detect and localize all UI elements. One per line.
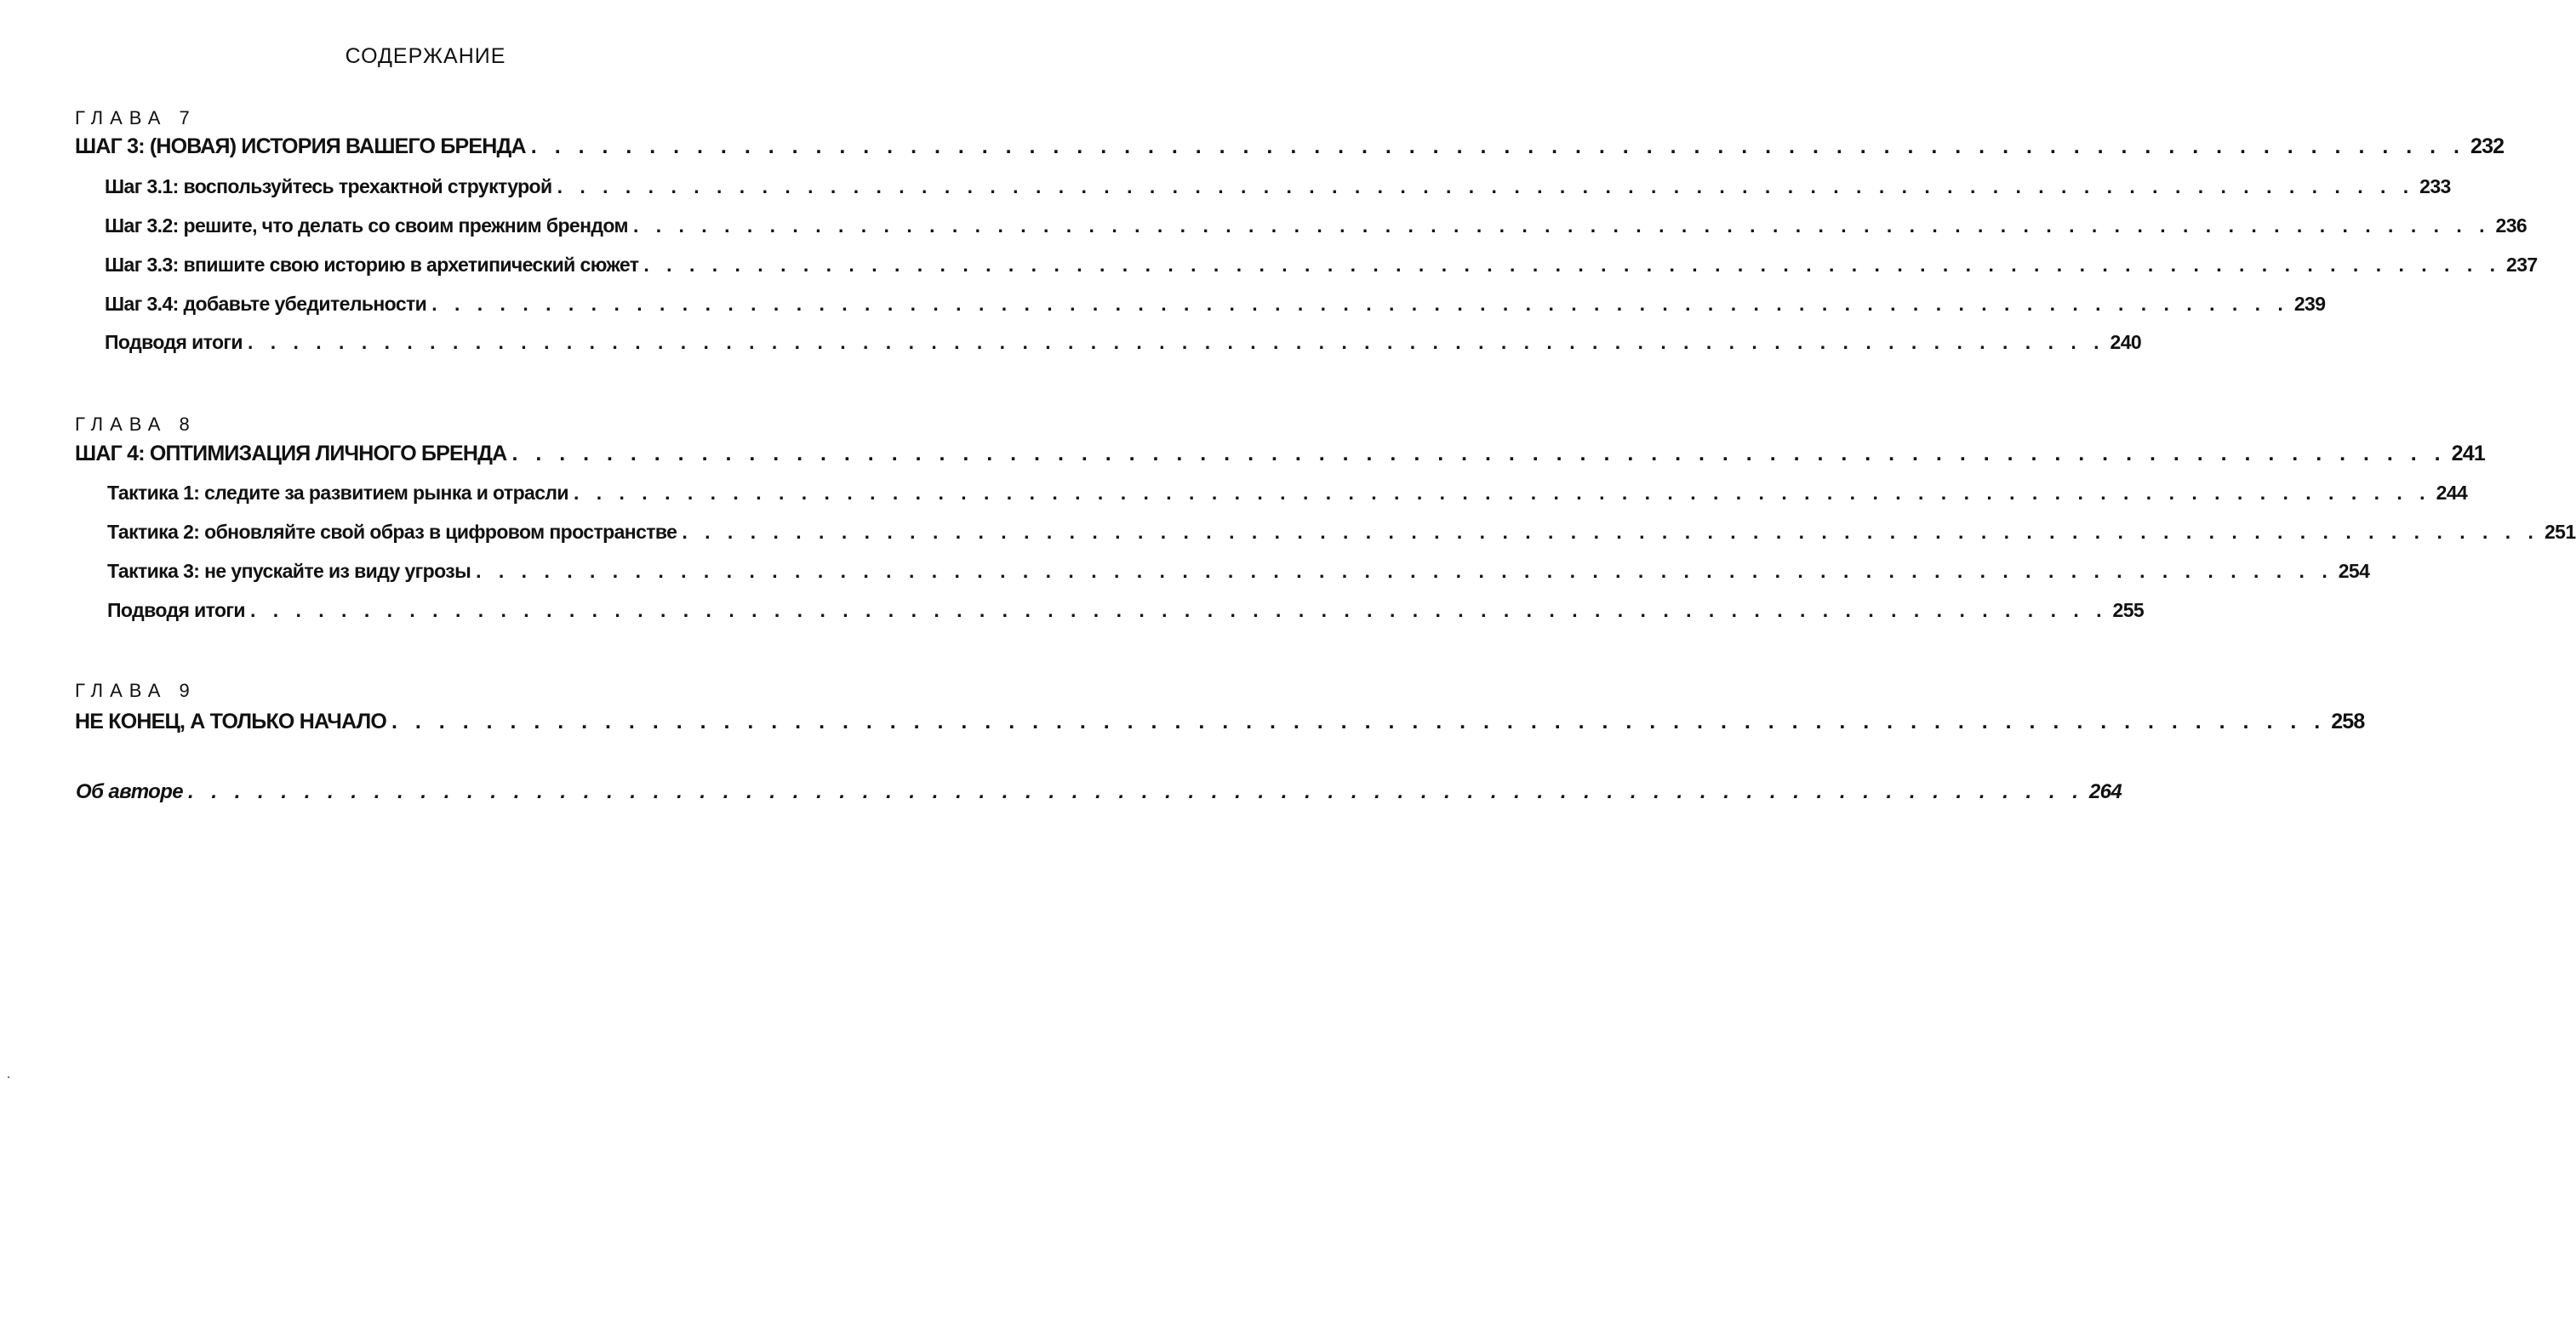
- dot-leader: . . . . . . . . . . . . . . . . . . . . . . . . . . . . . . . . . . . . . . . . . . . . . . . . . . . . . . . . . . . . . . . . . . . . . . . . . . . . . . . . . .: [530, 134, 2465, 158]
- toc-entry[interactable]: [105, 331, 2142, 354]
- entry-title: Шаг 3.3: впишите свою историю в архетипический сюжет: [105, 254, 639, 276]
- scan-speck: [8, 1076, 9, 1078]
- entry-title: Шаг 3.1: воспользуйтесь трехактной структурой: [105, 175, 552, 197]
- dot-leader: . . . . . . . . . . . . . . . . . . . . . . . . . . . . . . . . . . . . . . . . . . . . . . . . . . . . . . . . . . . . . . . . . . . . . . . . . . . . . . . . . .: [188, 780, 2084, 803]
- page-number: 241: [2451, 442, 2485, 465]
- toc-entry[interactable]: [107, 560, 2370, 583]
- toc-entry[interactable]: [105, 214, 2527, 237]
- chapter-title: ШАГ 3: (НОВАЯ) ИСТОРИЯ ВАШЕГО БРЕНДА: [75, 134, 526, 158]
- dot-leader: . . . . . . . . . . . . . . . . . . . . . . . . . . . . . . . . . . . . . . . . . . . . . . . . . . . . . . . . . . . . . . . . . . . . . . . . . . . . . . . . . .: [632, 214, 2491, 237]
- dot-leader: . . . . . . . . . . . . . . . . . . . . . . . . . . . . . . . . . . . . . . . . . . . . . . . . . . . . . . . . . . . . . . . . . . . . . . . . . . . . . . . . . .: [249, 599, 2108, 621]
- entry-title: Подводя итоги: [105, 331, 243, 353]
- toc-entry[interactable]: [107, 599, 2145, 622]
- page-number: 258: [2331, 710, 2365, 733]
- page-number: 251: [2544, 521, 2576, 543]
- chapter-title-row[interactable]: [75, 134, 2505, 159]
- dot-leader: . . . . . . . . . . . . . . . . . . . . . . . . . . . . . . . . . . . . . . . . . . . . . . . . . . . . . . . . . . . . . . . . . . . . . . . . . . . . . . . . . .: [476, 560, 2333, 582]
- page-number: 254: [2338, 560, 2370, 582]
- chapter-label: ГЛАВА 7: [75, 107, 197, 128]
- entry-title: Тактика 1: следите за развитием рынка и отрасли: [107, 482, 568, 504]
- page-number: 239: [2293, 293, 2326, 315]
- dot-leader: . . . . . . . . . . . . . . . . . . . . . . . . . . . . . . . . . . . . . . . . . . . . . . . . . . . . . . . . . . . . . . . . . . . . . . . . . . . . . . . . . .: [247, 331, 2105, 353]
- dot-leader: . . . . . . . . . . . . . . . . . . . . . . . . . . . . . . . . . . . . . . . . . . . . . . . . . . . . . . . . . . . . . . . . . . . . . . . . . . . . . . . . . .: [557, 175, 2415, 197]
- dot-leader: . . . . . . . . . . . . . . . . . . . . . . . . . . . . . . . . . . . . . . . . . . . . . . . . . . . . . . . . . . . . . . . . . . . . . . . . . . . . . . . . . .: [573, 482, 2431, 504]
- toc-entry[interactable]: [105, 293, 2326, 316]
- toc-entry[interactable]: [105, 254, 2538, 277]
- dot-leader: . . . . . . . . . . . . . . . . . . . . . . . . . . . . . . . . . . . . . . . . . . . . . . . . . . . . . . . . . . . . . . . . . . . . . . . . . . . . . . . . . .: [391, 710, 2327, 733]
- page-number: 236: [2495, 214, 2527, 237]
- entry-title: Об авторе: [76, 780, 184, 803]
- chapter-title: НЕ КОНЕЦ, А ТОЛЬКО НАЧАЛО: [75, 710, 387, 733]
- chapter-title: ШАГ 4: ОПТИМИЗАЦИЯ ЛИЧНОГО БРЕНДА: [75, 442, 507, 465]
- entry-title: Шаг 3.4: добавьте убедительности: [105, 293, 427, 315]
- dot-leader: . . . . . . . . . . . . . . . . . . . . . . . . . . . . . . . . . . . . . . . . . . . . . . . . . . . . . . . . . . . . . . . . . . . . . . . . . . . . . . . . . .: [682, 521, 2539, 543]
- entry-title: Тактика 2: обновляйте свой образ в цифровом пространстве: [107, 521, 677, 543]
- toc-entry[interactable]: [105, 175, 2451, 198]
- chapter-title-row[interactable]: [75, 442, 2485, 466]
- entry-title: Подводя итоги: [107, 599, 245, 621]
- about-author-row[interactable]: [76, 780, 2122, 804]
- toc-entry[interactable]: [107, 482, 2468, 505]
- entry-title: Тактика 3: не упускайте из виду угрозы: [107, 560, 471, 582]
- dot-leader: . . . . . . . . . . . . . . . . . . . . . . . . . . . . . . . . . . . . . . . . . . . . . . . . . . . . . . . . . . . . . . . . . . . . . . . . . . . . . . . . . .: [643, 254, 2501, 276]
- toc-entry[interactable]: [107, 521, 2576, 544]
- page-number: 233: [2419, 175, 2451, 197]
- chapter-title-row[interactable]: [75, 710, 2365, 734]
- entry-title: Шаг 3.2: решите, что делать со своим прежним брендом: [105, 214, 628, 237]
- dot-leader: . . . . . . . . . . . . . . . . . . . . . . . . . . . . . . . . . . . . . . . . . . . . . . . . . . . . . . . . . . . . . . . . . . . . . . . . . . . . . . . . . .: [511, 442, 2447, 465]
- page-number: 240: [2110, 331, 2142, 353]
- page-number: 232: [2470, 134, 2505, 158]
- page-number: 255: [2112, 599, 2145, 621]
- page-number: 264: [2088, 780, 2122, 803]
- page-number: 244: [2436, 482, 2468, 504]
- dot-leader: . . . . . . . . . . . . . . . . . . . . . . . . . . . . . . . . . . . . . . . . . . . . . . . . . . . . . . . . . . . . . . . . . . . . . . . . . . . . . . . . . .: [431, 293, 2289, 315]
- chapter-label: ГЛАВА 8: [75, 414, 197, 435]
- page-number: 237: [2506, 254, 2538, 276]
- page-title: СОДЕРЖАНИЕ: [345, 44, 506, 68]
- chapter-label: ГЛАВА 9: [75, 680, 197, 701]
